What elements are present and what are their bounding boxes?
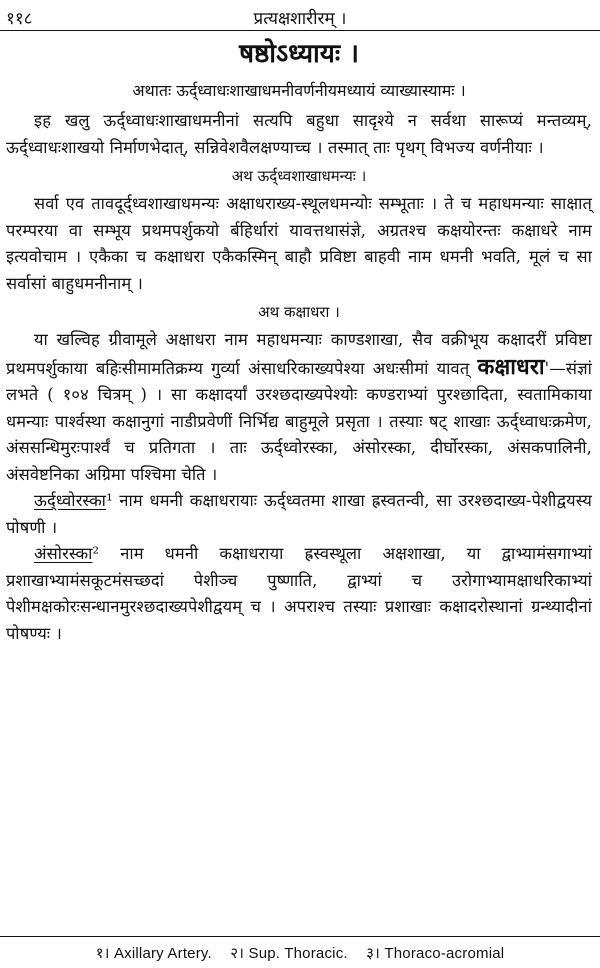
footnotes-area: [0, 936, 600, 968]
running-title: प्रत्यक्षशारीरम् ।: [253, 9, 347, 29]
footnote-2: २। Sup. Thoracic.: [230, 945, 348, 962]
paragraph-5-rest: ² नाम धमनी कक्षाधराया ह्रस्वस्थूला अक्षशाखा, या द्वाभ्यामंसगाभ्यां प्रशाखाभ्यामंसकूटमंसच्छदां पेशीञ्च पुष्णाति, द्वाभ्यां च उरोगाभ्यामक्षाधरिकाभ्यां पेशीमक्षकोरःसन्धानमुरश्छदाख्यपेशीद्वयम् च । अपराश्च तस्याः प्रशाखाः कक्षादरोस्थानां ग्रन्थ्यादीनां पोषण्यः ।: [6, 544, 592, 643]
chapter-title: षष्ठोऽध्यायः ।: [238, 39, 360, 69]
term-superior-thoracic: ऊर्द्ध्वोरस्का: [34, 491, 107, 510]
footnotes: [0, 943, 600, 963]
paragraph-2: सर्वा एव तावदूर्द्ध्वशाखाधमन्यः अक्षाधराख्य-स्थूलधमन्योः सम्भूताः । ते च महाधमन्याः साक्षात् परम्परया वा सम्भूय प्रथमपर्शुकयो र्बहिर्धारां यावत्तथासंज्ञे, अग्रतश्च कक्षयोरन्तः कक्षाधरे नाम इत्यवोचाम । एकैका च कक्षाधरा एकैकस्मिन् बाहौ प्रविष्टा बाहवी नाम धमनी भवति, मूलं च सा सर्वासां बाहुधमनीनाम् ।: [6, 194, 592, 293]
term-thoraco-acromial: अंसोरस्का: [34, 544, 93, 563]
paragraph-4-rest: ¹ नाम धमनी कक्षाधरायाः ऊर्द्ध्वतमा शाखा ह्रस्वतन्वी, सा उरश्छदाख्य-पेशीद्वयस्य पोषणी ।: [6, 491, 592, 537]
page-number: ११८: [6, 9, 33, 29]
term-kakshadhara: कक्षाधरा: [477, 353, 545, 380]
paragraph-3-part-2: '—संज्ञां लभते ( १०४ चित्रम् ) । सा कक्षादर्यां उरश्छदाख्यपेश्योः कण्डराभ्यां पुरश्छादिता, स्वतामिकाया धमन्याः पार्श्वस्था कक्षानुगां नाडीप्रवेणीं निर्भिद्य बाहुमूले प्रसृता । तस्याः षट् शाखाः ऊर्द्ध्वाधःक्रमेण, अंससन्धिमुरःपार्श्वं च प्रतिगता । ताः ऊर्द्ध्वोरस्का, अंसोरस्का, दीर्घोरस्का, अंसकपालिनी, अंसवेष्टनिका अग्रिमा पश्चिमा चेति ।: [6, 358, 592, 484]
paragraph-3: [6, 327, 592, 488]
paragraph-3-part-1: या खल्विह ग्रीवामूले अक्षाधरा नाम महाधमन्याः काण्डशाखा, सैव वक्रीभूय कक्षादरीं प्रविष्टा प्रथमपर्शुकाया बहिःसीमामतिक्रम्य गुर्व्या अंसाधरिकाख्यपेश्या अधःसीमां यावत्: [6, 330, 592, 378]
section-heading-axillary: अथ कक्षाधरा ।: [258, 303, 340, 321]
section-heading-upper-limb-arteries: अथ ऊर्द्ध्वशाखाधमन्यः ।: [231, 167, 367, 185]
page-header: [0, 4, 600, 31]
paragraph-5: [6, 541, 592, 647]
paragraph-1: इह खलु ऊर्द्ध्वाधःशाखाधमनीनां सत्यपि बहुधा सादृश्ये न सर्वथा सारूप्यं मन्तव्यम्, ऊर्द्ध्वाधःशाखयो निर्माणभेदात्, सन्निवेशवैलक्षण्याच्च । तस्मात् ताः पृथग् विभज्य वर्णनीयाः ।: [6, 111, 592, 157]
chapter-intro: अथातः ऊर्द्ध्वाधःशाखाधमनीवर्णनीयमध्यायं व्याख्यास्यामः ।: [132, 81, 466, 100]
footnote-3: ३। Thoraco-acromial: [366, 945, 505, 962]
page-body: [6, 36, 592, 647]
footnote-1: १। Axillary Artery.: [95, 945, 212, 962]
paragraph-4: [6, 488, 592, 541]
